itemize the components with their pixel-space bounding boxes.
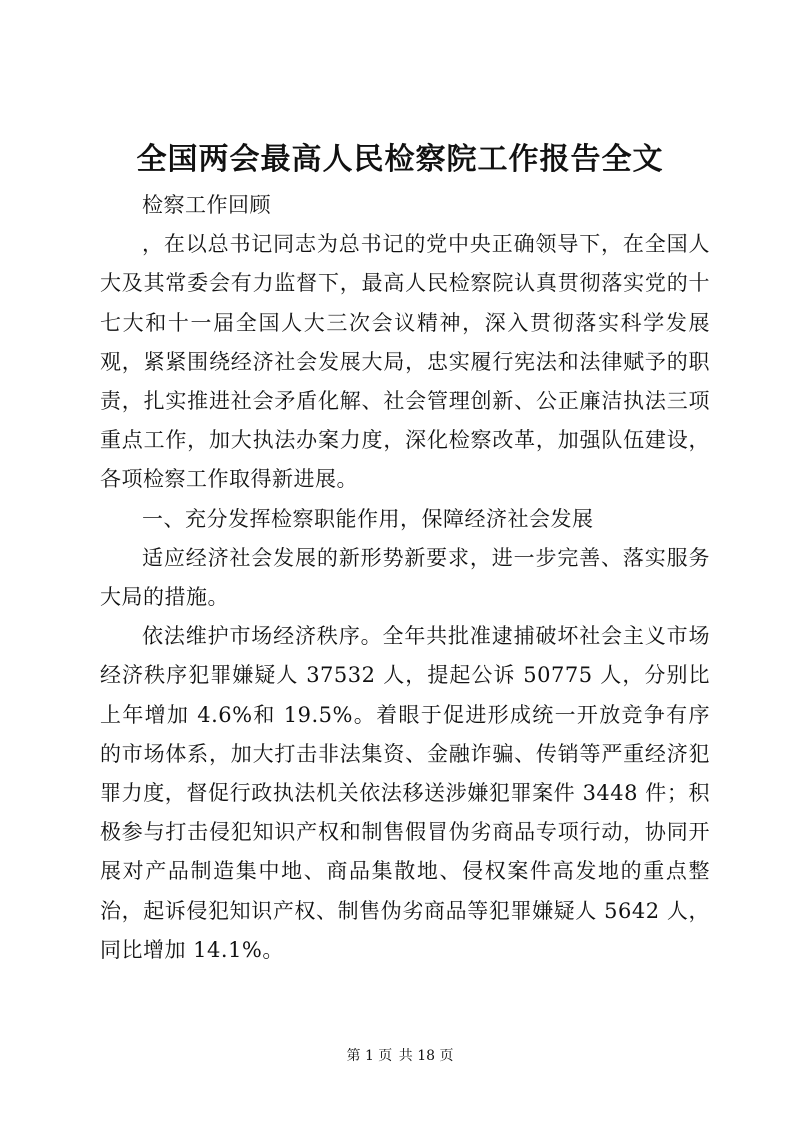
paragraph-intro: ，在以总书记同志为总书记的党中央正确领导下，在全国人大及其常委会有力监督下，最高人民检察院认真贯彻落实党的十七大和十一届全国人大三次会议精神，深入贯彻落实科学发展观，紧紧围绕经济社会发展大局，忠实履行宪法和法律赋予的职责，扎实推进社会矛盾化解、社会管理创新、公正廉洁执法三项重点工作，加大执法办案力度，深化检察改革，加强队伍建设，各项检察工作取得新进展。 bbox=[100, 232, 710, 492]
document-title: 全国两会最高人民检察院工作报告全文 bbox=[136, 142, 664, 177]
section-heading-one: 一、充分发挥检察职能作用，保障经济社会发展 bbox=[142, 506, 594, 531]
paragraph-market-order: 依法维护市场经济秩序。全年共批准逮捕破坏社会主义市场经济秩序犯罪嫌疑人 37532 人，提起公诉 50775 人，分别比上年增加 4.6%和 19.5%。着眼于促进形成统一开放竞争有序的市场体系，加大打击非法集资、金融诈骗、传销等严重经济犯罪力度，督促行政执法机关依法移送涉嫌犯罪案件 3448 件；积极参与打击侵犯知识产权和制售假冒伪劣商品专项行动，协同开展对产品制造集中地、商品集散地、侵权案件高发地的重点整治，起诉侵犯知识产权、制售伪劣商品等犯罪嫌疑人 5642 人，同比增加 14.1%。 bbox=[100, 624, 710, 962]
paragraph-adapt: 适应经济社会发展的新形势新要求，进一步完善、落实服务大局的措施。 bbox=[100, 545, 710, 610]
page-footer bbox=[0, 1046, 800, 1066]
document-body bbox=[100, 186, 710, 970]
page-total: 共 18 页 bbox=[398, 1048, 454, 1064]
section-heading-review: 检察工作回顾 bbox=[142, 193, 271, 217]
page-number: 第 1 页 bbox=[346, 1048, 393, 1064]
